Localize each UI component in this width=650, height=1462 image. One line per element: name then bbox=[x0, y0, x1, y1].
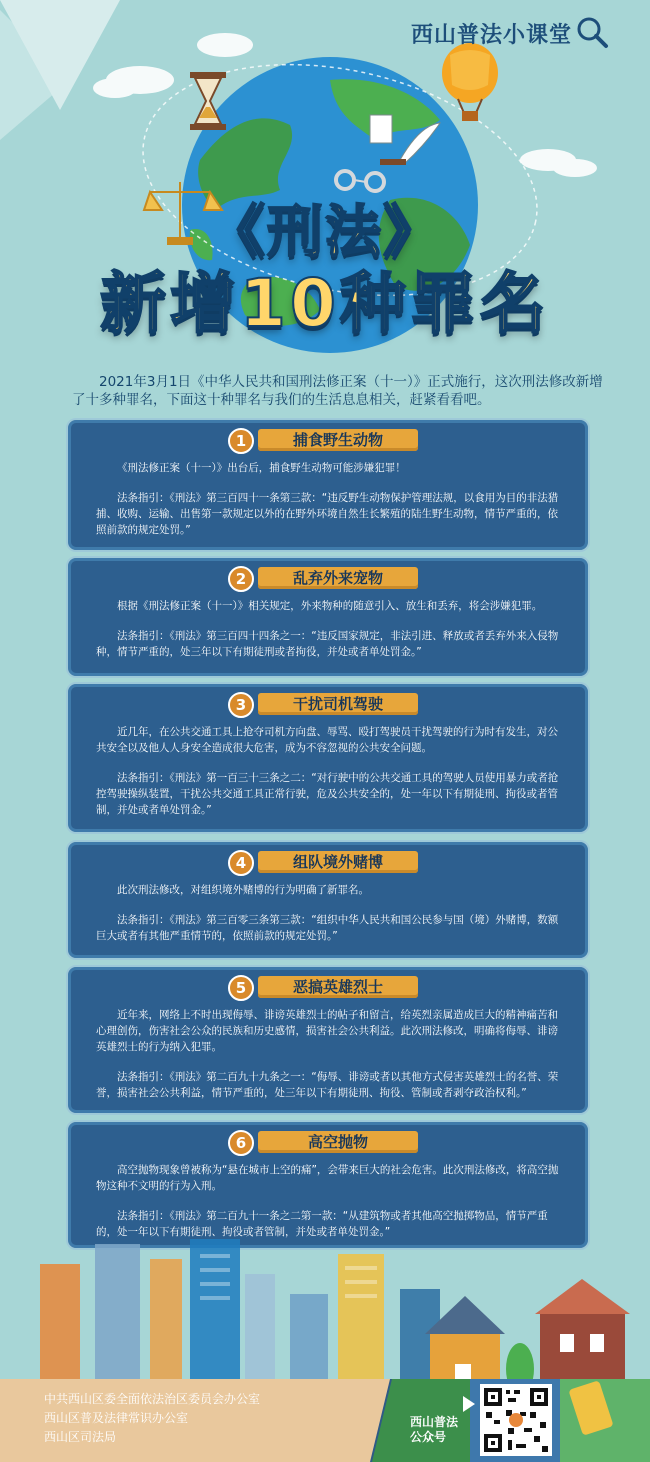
search-icon[interactable] bbox=[574, 14, 610, 50]
section-paragraph: 此次刑法修改，对组织境外赌博的行为明确了新罪名。 bbox=[117, 884, 369, 896]
section-paragraph: 高空抛物现象曾被称为“悬在城市上空的痛”，会带来巨大的社会危害。此次刑法修改，将高空抛物这种不文明的行为入刑。 bbox=[96, 1164, 559, 1192]
section-number: 4 bbox=[228, 850, 254, 876]
main-title-line-1: 《刑法》 bbox=[209, 200, 441, 265]
qr-label bbox=[410, 1415, 458, 1445]
section-header bbox=[228, 1130, 428, 1154]
section-card-3 bbox=[66, 682, 590, 834]
qr-label-line: 西山普法 bbox=[410, 1415, 459, 1429]
section-header bbox=[228, 850, 428, 874]
section-title: 干扰司机驾驶 bbox=[258, 693, 418, 715]
main-title-line-2: 新增10种罪名 bbox=[100, 265, 550, 342]
footer-org-line: 西山区司法局 bbox=[44, 1430, 117, 1444]
section-header bbox=[228, 428, 428, 452]
section-card-2 bbox=[66, 556, 590, 678]
section-legal-reference: 法条指引：《刑法》第二百九十九条之一：“侮辱、诽谤或者以其他方式侵害英雄烈士的名誉、荣誉，损害社会公共利益，情节严重的，处三年以下有期徒刑、拘役、管制或者剥夺政治权利。” bbox=[96, 1071, 559, 1099]
section-header bbox=[228, 566, 428, 590]
section-header bbox=[228, 692, 428, 716]
intro-paragraph: 2021年3月1日《中华人民共和国刑法修正案（十一）》正式施行，这次刑法修改新增了十多种罪名，下面这十种罪名与我们的生活息息相关，赶紧看看吧。 bbox=[72, 374, 603, 408]
section-title: 乱弃外来宠物 bbox=[258, 567, 418, 589]
footer-organizations bbox=[44, 1390, 260, 1447]
section-paragraph: 近几年，在公共交通工具上抢夺司机方向盘、辱骂、殴打驾驶员干扰驾驶的行为时有发生，对公共安全以及他人人身安全造成很大危害，成为不容忽视的公共安全问题。 bbox=[96, 726, 558, 754]
section-legal-reference: 法条指引：《刑法》第三百零三条第三款：“组织中华人民共和国公民参与国（境）外赌博，数额巨大或者有其他严重情节的，依照前款的规定处罚。” bbox=[96, 914, 559, 942]
section-header bbox=[228, 975, 428, 999]
section-paragraph: 近年来，网络上不时出现侮辱、诽谤英雄烈士的帖子和留言，给英烈亲属造成巨大的精神痛苦和心理创伤，伤害社会公众的民族和历史感情，损害社会公共利益。此次刑法修改，明确将侮辱、诽谤英雄烈士的行为纳入犯罪。 bbox=[96, 1009, 558, 1053]
sun-rays bbox=[0, 0, 120, 140]
section-paragraph: 《刑法修正案（十一）》出台后，捕食野生动物可能涉嫌犯罪！ bbox=[117, 462, 406, 474]
footer-org-line: 西山区普及法律常识办公室 bbox=[44, 1411, 189, 1425]
section-number: 6 bbox=[228, 1130, 254, 1156]
section-legal-reference: 法条指引：《刑法》第二百九十一条之二第一款：“从建筑物或者其他高空抛掷物品，情节严重的，处一年以下有期徒刑、拘役或者管制，并处或者单处罚金。” bbox=[96, 1210, 548, 1238]
section-title: 恶搞英雄烈士 bbox=[258, 976, 418, 998]
qr-label-line: 公众号 bbox=[410, 1430, 447, 1444]
section-card-1 bbox=[66, 418, 590, 552]
qr-code-icon[interactable] bbox=[480, 1384, 552, 1456]
footer-org-line: 中共西山区委全面依法治区委员会办公室 bbox=[44, 1392, 261, 1406]
section-title: 组队境外赌博 bbox=[258, 851, 418, 873]
hourglass-icon bbox=[190, 72, 226, 130]
hot-air-balloon-icon bbox=[442, 43, 498, 121]
section-card-4 bbox=[66, 840, 590, 960]
section-legal-reference: 法条指引：《刑法》第一百三十三条之二：“对行驶中的公共交通工具的驾驶人员使用暴力或者抢控驾驶操纵装置，干扰公共交通工具正常行驶，危及公共安全的，处一年以下有期徒刑、拘役或者管制，并处或者单处罚金。” bbox=[96, 772, 559, 816]
section-number: 5 bbox=[228, 975, 254, 1001]
section-number: 2 bbox=[228, 566, 254, 592]
section-number: 1 bbox=[228, 428, 254, 454]
section-title: 高空抛物 bbox=[258, 1131, 418, 1153]
section-number: 3 bbox=[228, 692, 254, 718]
section-paragraph: 根据《刑法修正案（十一）》相关规定，外来物种的随意引入、放生和丢弃，将会涉嫌犯罪。 bbox=[117, 600, 543, 612]
section-title: 捕食野生动物 bbox=[258, 429, 418, 451]
section-legal-reference: 法条指引：《刑法》第三百四十一条第三款：“违反野生动物保护管理法规，以食用为目的非法猎捕、收购、运输、出售第一款规定以外的在野外环境自然生长繁殖的陆生野生动物，情节严重的，依照前款的规定处罚。” bbox=[96, 492, 559, 536]
section-card-6 bbox=[66, 1120, 590, 1250]
section-card-5 bbox=[66, 965, 590, 1115]
section-legal-reference: 法条指引：《刑法》第三百四十四条之一：“违反国家规定，非法引进、释放或者丢弃外来入侵物种，情节严重的，处三年以下有期徒刑或者拘役，并处或者单处罚金。” bbox=[96, 630, 559, 658]
brand-title: 西山普法小课堂 bbox=[410, 23, 572, 48]
